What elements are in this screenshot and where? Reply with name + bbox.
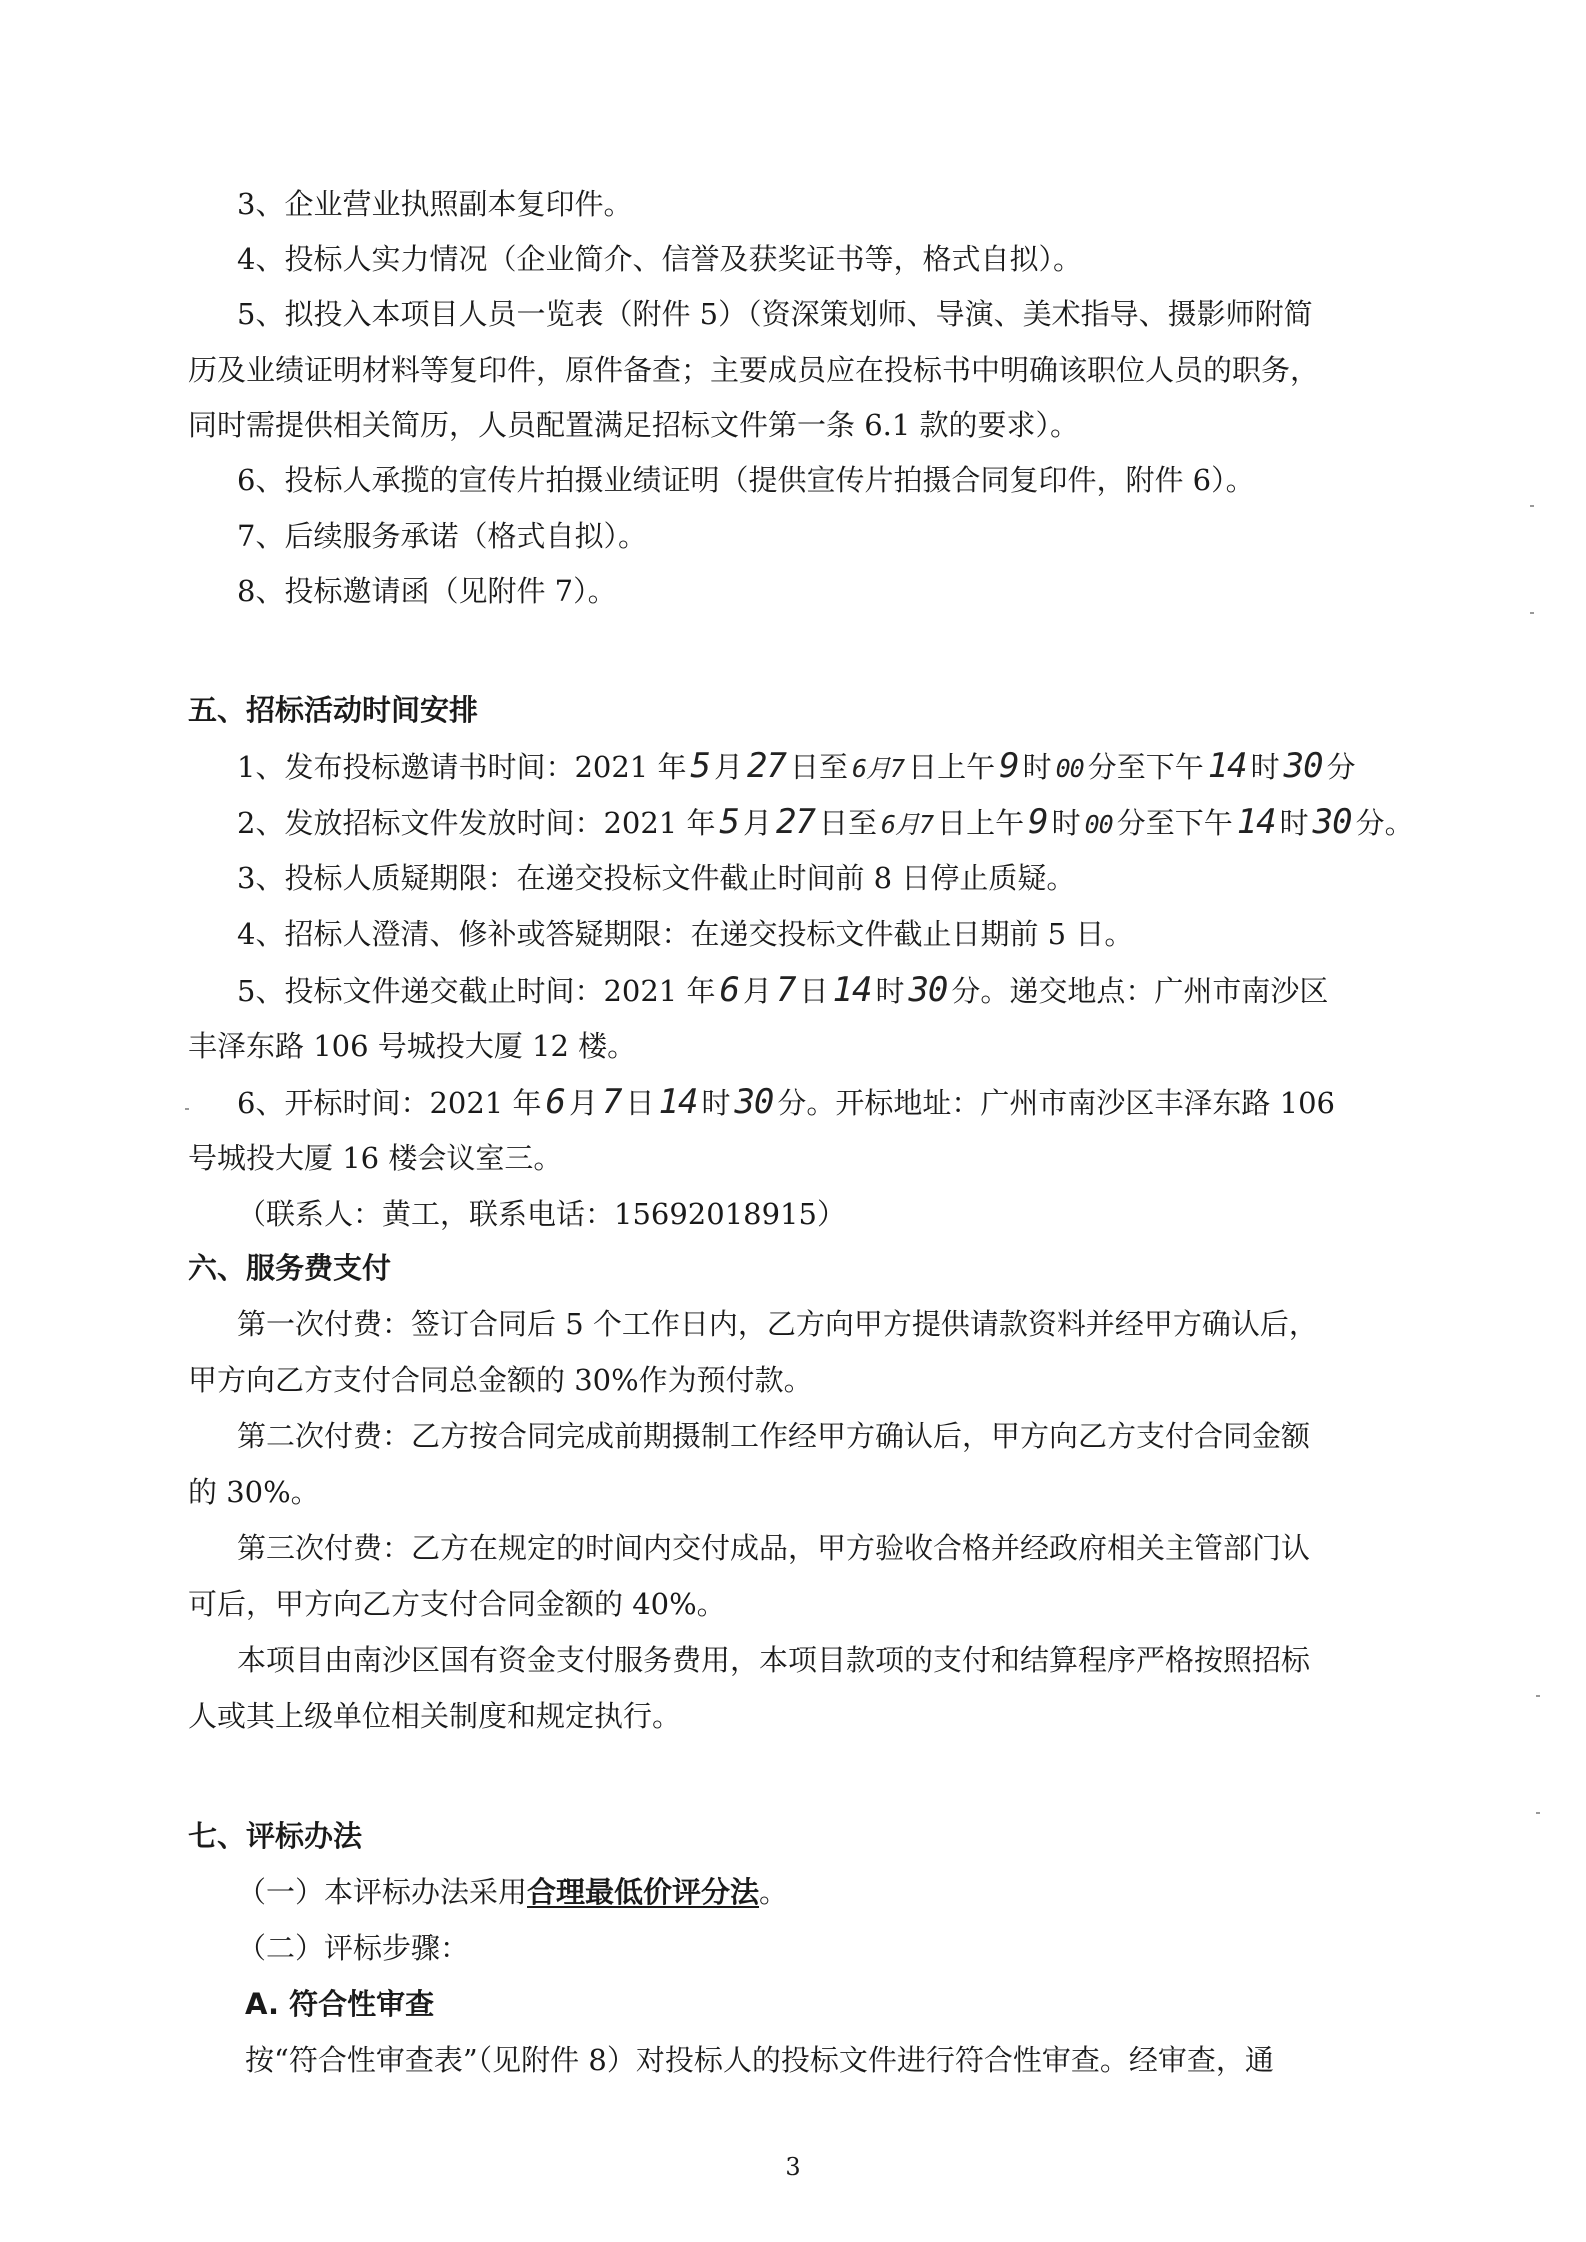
schedule-text: 日至 bbox=[789, 750, 848, 784]
schedule-item-1 bbox=[0, 746, 1586, 789]
schedule-item-5 bbox=[0, 970, 1586, 1011]
section5-heading: 五、招标活动时间安排 bbox=[188, 693, 479, 727]
payment-line: 可后，甲方向乙方支付合同金额的 40%。 bbox=[188, 1587, 726, 1621]
schedule-text: 月 bbox=[713, 750, 743, 784]
schedule-item-3: 3、投标人质疑期限：在递交投标文件截止时间前 8 日停止质疑。 bbox=[237, 861, 1076, 895]
handwritten-hour: 9 bbox=[1028, 802, 1048, 842]
item-business-license: 3、企业营业执照副本复印件。 bbox=[237, 187, 633, 221]
payment-line: 第三次付费：乙方在规定的时间内交付成品，甲方验收合格并经政府相关主管部门认 bbox=[237, 1531, 1311, 1565]
handwritten-minute: 00 bbox=[1084, 810, 1113, 839]
evaluation-method bbox=[0, 1872, 1586, 1912]
scan-speck bbox=[1530, 505, 1534, 507]
evaluation-text: 。 bbox=[759, 1875, 789, 1909]
page-number: 3 bbox=[785, 2153, 801, 2181]
schedule-item-6 bbox=[0, 1082, 1586, 1123]
payment-line: 第一次付费：签订合同后 5 个工作日内，乙方向甲方提供请款资料并经甲方确认后， bbox=[237, 1307, 1318, 1341]
schedule-text: 6、开标时间：2021 年 bbox=[237, 1086, 542, 1120]
schedule-item-2 bbox=[0, 802, 1586, 845]
handwritten-day: 7 bbox=[775, 970, 796, 1010]
schedule-text: 分。开标地址：广州市南沙区丰泽东路 106 bbox=[777, 1086, 1335, 1120]
payment-line: 甲方向乙方支付合同总金额的 30%作为预付款。 bbox=[188, 1363, 813, 1397]
compliance-review-heading: A. 符合性审查 bbox=[245, 1987, 435, 2021]
schedule-text: 1、发布投标邀请书时间：2021 年 bbox=[237, 750, 687, 784]
schedule-text: 分。 bbox=[1355, 806, 1414, 840]
item-invitation-letter: 8、投标邀请函（见附件 7）。 bbox=[237, 574, 617, 608]
schedule-text: 分至下午 bbox=[1087, 750, 1204, 784]
handwritten-month: 5 bbox=[719, 802, 739, 842]
item-staff-list-cont: 同时需提供相关简历，人员配置满足招标文件第一条 6.1 款的要求）。 bbox=[188, 408, 1080, 442]
schedule-text: 时 bbox=[1022, 750, 1052, 784]
schedule-text: 时 bbox=[1279, 806, 1309, 840]
payment-line: 人或其上级单位相关制度和规定执行。 bbox=[188, 1699, 682, 1733]
evaluation-text: （一）本评标办法采用 bbox=[237, 1875, 528, 1909]
handwritten-end-date: 6月7 bbox=[880, 810, 934, 839]
section6-heading: 六、服务费支付 bbox=[188, 1251, 392, 1285]
handwritten-end-date: 6月7 bbox=[851, 754, 905, 783]
schedule-text: 时 bbox=[701, 1086, 731, 1120]
scan-speck bbox=[185, 1108, 189, 1110]
handwritten-minute: 30 bbox=[1312, 802, 1352, 842]
handwritten-month: 6 bbox=[719, 970, 739, 1010]
compliance-review-text: 按“符合性审查表”（见附件 8）对投标人的投标文件进行符合性审查。经审查，通 bbox=[245, 2043, 1274, 2077]
scan-speck bbox=[1536, 1812, 1540, 1814]
handwritten-hour: 14 bbox=[1207, 746, 1247, 786]
evaluation-method-name: 合理最低价评分法 bbox=[527, 1875, 760, 1909]
schedule-text: 分 bbox=[1326, 750, 1356, 784]
payment-line: 的 30%。 bbox=[188, 1475, 320, 1509]
item-service-commitment: 7、后续服务承诺（格式自拟）。 bbox=[237, 519, 647, 553]
schedule-text: 月 bbox=[568, 1086, 598, 1120]
schedule-text: 2、发放招标文件发放时间：2021 年 bbox=[237, 806, 716, 840]
handwritten-day: 7 bbox=[601, 1082, 622, 1122]
schedule-text: 月 bbox=[742, 806, 772, 840]
schedule-text: 月 bbox=[742, 974, 772, 1008]
handwritten-hour: 14 bbox=[658, 1082, 698, 1122]
payment-line: 本项目由南沙区国有资金支付服务费用，本项目款项的支付和结算程序严格按照招标 bbox=[237, 1643, 1311, 1677]
schedule-item-6-cont: 号城投大厦 16 楼会议室三。 bbox=[188, 1141, 563, 1175]
handwritten-minute: 30 bbox=[908, 970, 948, 1010]
handwritten-minute: 00 bbox=[1055, 754, 1084, 783]
contact-info: （联系人：黄工，联系电话：15692018915） bbox=[237, 1197, 846, 1231]
handwritten-month: 6 bbox=[545, 1082, 565, 1122]
schedule-text: 分。递交地点：广州市南沙区 bbox=[951, 974, 1329, 1008]
handwritten-hour: 14 bbox=[1236, 802, 1276, 842]
payment-line: 第二次付费：乙方按合同完成前期摄制工作经甲方确认后，甲方向乙方支付合同金额 bbox=[237, 1419, 1311, 1453]
handwritten-day: 27 bbox=[746, 746, 786, 786]
schedule-text: 日上午 bbox=[937, 806, 1025, 840]
schedule-text: 时 bbox=[875, 974, 905, 1008]
scan-speck bbox=[1536, 1695, 1540, 1697]
item-staff-list: 5、拟投入本项目人员一览表（附件 5）（资深策划师、导演、美术指导、摄影师附简 bbox=[237, 297, 1313, 331]
schedule-text: 5、投标文件递交截止时间：2021 年 bbox=[237, 974, 716, 1008]
handwritten-month: 5 bbox=[690, 746, 710, 786]
section7-heading: 七、评标办法 bbox=[188, 1819, 363, 1853]
item-bidder-strength: 4、投标人实力情况（企业简介、信誉及获奖证书等，格式自拟）。 bbox=[237, 242, 1082, 276]
handwritten-hour: 14 bbox=[832, 970, 872, 1010]
schedule-item-4: 4、招标人澄清、修补或答疑期限：在递交投标文件截止日期前 5 日。 bbox=[237, 917, 1134, 951]
handwritten-day: 27 bbox=[775, 802, 815, 842]
schedule-text: 分至下午 bbox=[1116, 806, 1233, 840]
schedule-text: 日 bbox=[799, 974, 829, 1008]
item-performance-proof: 6、投标人承揽的宣传片拍摄业绩证明（提供宣传片拍摄合同复印件，附件 6）。 bbox=[237, 463, 1255, 497]
schedule-text: 日至 bbox=[818, 806, 877, 840]
schedule-item-5-cont: 丰泽东路 106 号城投大厦 12 楼。 bbox=[188, 1029, 637, 1063]
handwritten-minute: 30 bbox=[734, 1082, 774, 1122]
evaluation-steps: （二）评标步骤： bbox=[237, 1931, 470, 1965]
schedule-text: 时 bbox=[1250, 750, 1280, 784]
handwritten-hour: 9 bbox=[999, 746, 1019, 786]
item-staff-list-cont: 历及业绩证明材料等复印件，原件备查；主要成员应在投标书中明确该职位人员的职务， bbox=[188, 353, 1320, 387]
scan-speck bbox=[1530, 612, 1534, 614]
schedule-text: 日 bbox=[625, 1086, 655, 1120]
handwritten-minute: 30 bbox=[1283, 746, 1323, 786]
schedule-text: 日上午 bbox=[908, 750, 996, 784]
schedule-text: 时 bbox=[1051, 806, 1081, 840]
